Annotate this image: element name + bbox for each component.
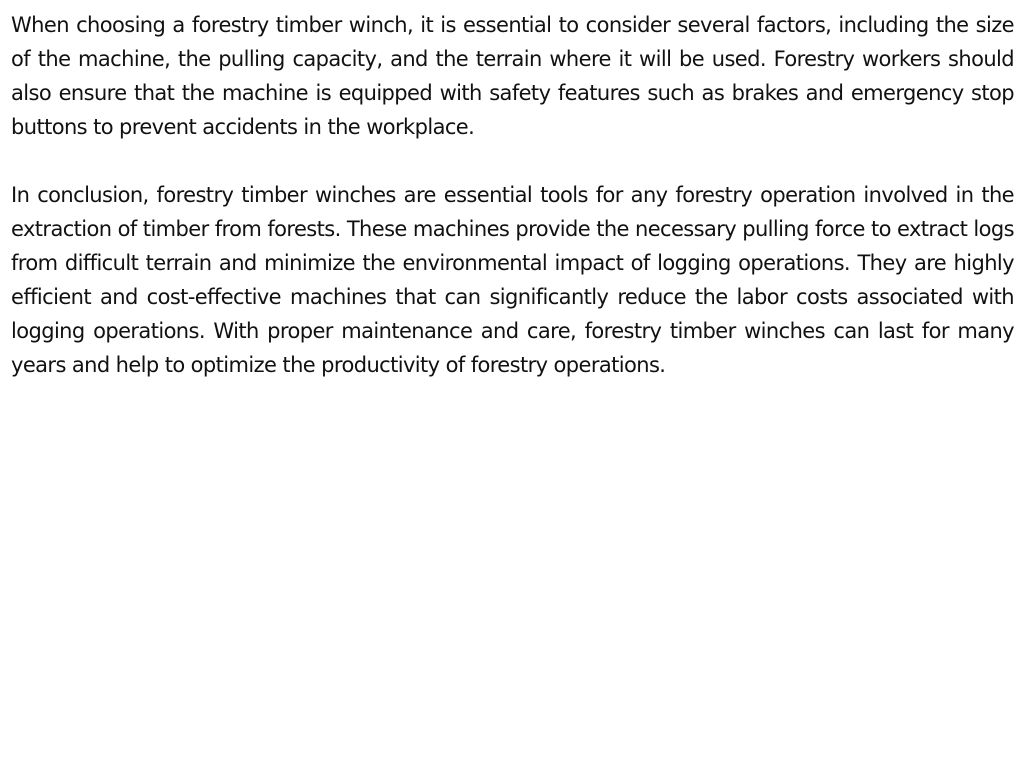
- paragraph-conclusion: In conclusion, forestry timber winches are essential tools for any forestry operation involved in the extraction of timber from forests. These machines provide the necessary pulling force to extract logs from difficult terrain and minimize the environmental impact of logging operations. They are highly efficient and cost-effective machines that can significantly reduce the labor costs associated with logging operations. With proper maintenance and care, forestry timber winches can last for many years and help to optimize the productivity of forestry operations.: [11, 183, 1014, 377]
- paragraph-winch-selection: When choosing a forestry timber winch, it is essential to consider several factors, including the size of the machine, the pulling capacity, and the terrain where it will be used. Forestry workers should also ensure that the machine is equipped with safety features such as brakes and emergency stop buttons to prevent accidents in the workplace.: [11, 13, 1014, 139]
